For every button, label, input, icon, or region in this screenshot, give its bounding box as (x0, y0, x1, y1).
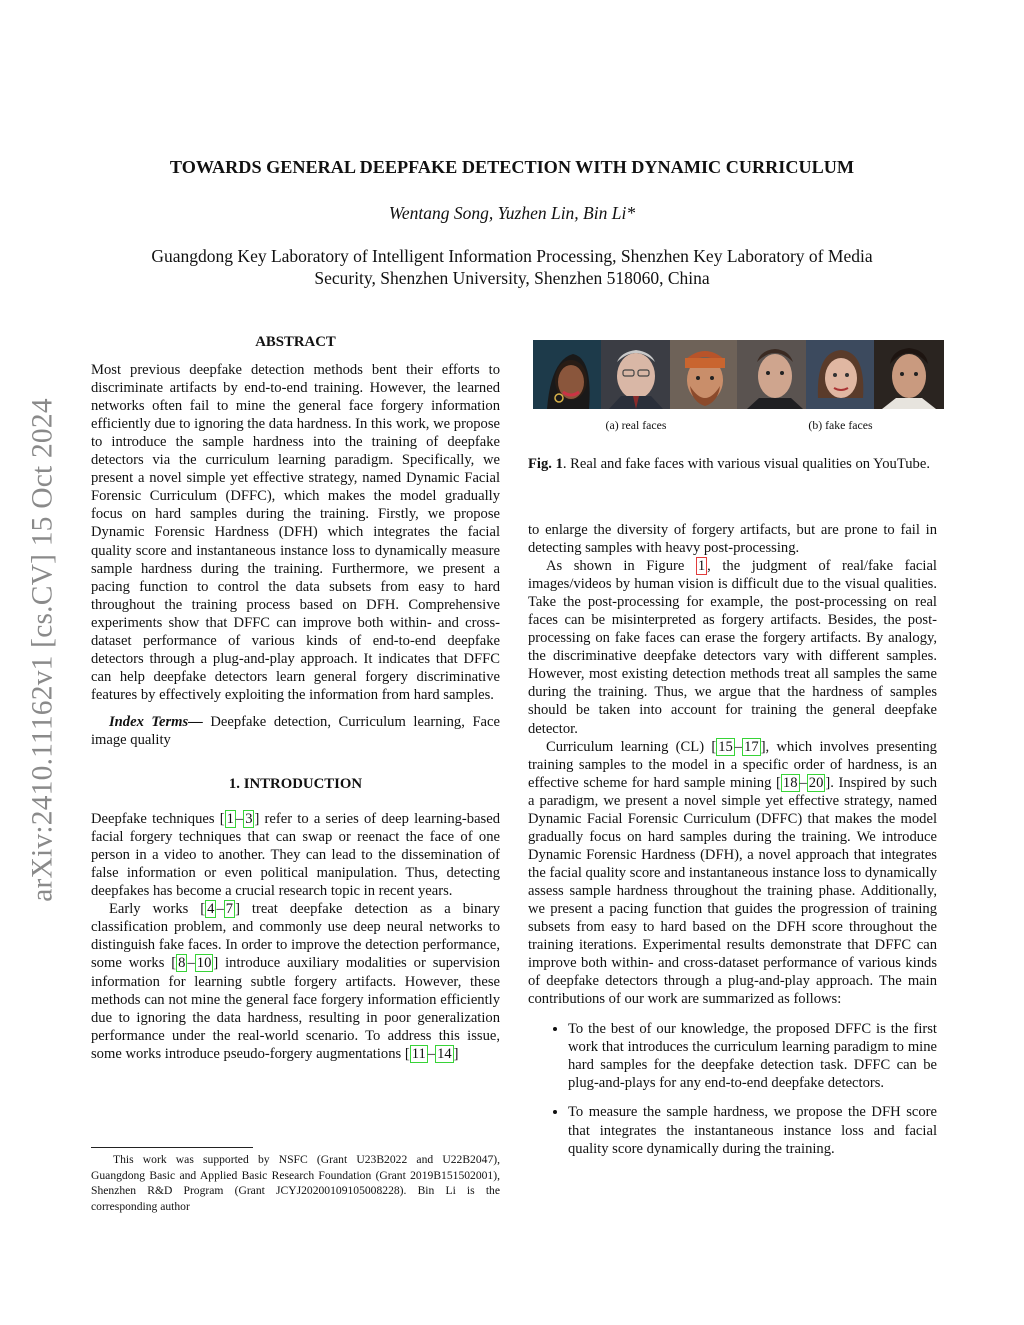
right-paragraph-3: Curriculum learning (CL) [ 15 – 17 ], which involves presenting training samples to the model in a specific order of hardness, is an effective scheme for hard sample mining [ 18 – 20 ]. Inspired by such a paradigm, we present a novel simple yet effective strategy, named Dynamic Facial Forensic Curriculum (DFFC) that makes the model gradually focus on hard samples during the training. We introduce Dynamic Forensic Hardness (DFH), a novel approach that integrates the facial quality score and instantaneous instance loss to dynamically assess sample hardness throughout the training phase. Additionally, we present a pacing function that guides the progression of training subsets from easy to hard based on the DFH score throughout the training iterations. Experimental results demonstrate that DFFC can improve both within- and cross-dataset performance of various kinds of deepfake detectors through a plug-and-play approach. The main contributions of our work are summarized as follows: (528, 738, 937, 1008)
abstract-heading: ABSTRACT (255, 334, 336, 350)
contributions-list (528, 1020, 937, 1157)
contribution-item: • To measure the sample hardness, we propose the DFH score that integrates the instantaneous instance loss and facial quality score dynamically during the training. (568, 1103, 937, 1157)
fake-face-image-2 (806, 340, 875, 409)
real-face-image-1 (533, 340, 602, 409)
citation-link[interactable]: 10 (196, 955, 212, 972)
abstract-text: Most previous deepfake detection methods bent their efforts to discriminate artifacts by end-to-end training. However, the learned networks often fail to mine the general face forgery information efficiently due to ignoring the data hardness. In this work, we propose to introduce the sample hardness into the training of deepfake detectors via the curriculum learning paradigm. Specifically, we present a novel simple yet effective strategy, named Dynamic Facial Forensic Curriculum (DFFC), which makes the model gradually focus on hard samples during the training. Firstly, we propose Dynamic Forensic Hardness (DFH) which integrates the facial quality score and instantaneous instance loss to dynamically measure sample hardness during the training. Furthermore, we present a pacing function to control the data subsets from easy to hard throughout the training process based on DFH. Comprehensive experiments show that DFFC can improve both within- and cross-dataset performance of various kinds of end-to-end deepfake detectors through a plug-and-play approach. It indicates that DFFC can help deepfake detectors learn general forgery discriminative features by effectively exploiting the information from hard samples. (91, 362, 500, 703)
right-column (528, 521, 937, 1169)
citation-link[interactable]: 11 (411, 1045, 426, 1062)
affiliation: Guangdong Key Laboratory of Intelligent Information Processing, Shenzhen Key Laboratory of Media Security, Shenzhen University, Shenzhen 518060, China (151, 246, 873, 288)
citation-link[interactable]: 18 (782, 774, 798, 791)
paper-title: TOWARDS GENERAL DEEPFAKE DETECTION WITH DYNAMIC CURRICULUM (169, 157, 855, 177)
citation-link[interactable]: 7 (225, 901, 234, 918)
fake-face-image-1 (737, 340, 807, 409)
citation-link[interactable]: 8 (178, 955, 186, 972)
authors: Wentang Song, Yuzhen Lin, Bin Li* (388, 203, 636, 223)
index-terms-text: Deepfake detection, Curriculum learning, Face image quality (91, 713, 500, 748)
index-terms (91, 713, 500, 749)
arxiv-id: arXiv:2410.11162v1 [cs.CV] 15 Oct 2024 (26, 398, 59, 902)
intro-heading: 1. INTRODUCTION (228, 776, 363, 793)
contribution-item: • To the best of our knowledge, the proposed DFFC is the first work that introduces the curriculum learning paradigm to mine hard samples for the deepfake detection task. DFFC can be plug-and-plays for any end-to-end deepfake detectors. (568, 1020, 937, 1092)
left-column (91, 333, 500, 1063)
figure-caption (528, 455, 937, 474)
footnote (91, 1147, 500, 1214)
citation-link[interactable]: 15 (718, 738, 733, 755)
citation-link[interactable]: 14 (437, 1045, 452, 1062)
citation-link[interactable]: 17 (744, 738, 759, 755)
arxiv-stamp (18, 355, 68, 945)
index-terms-label: Index Terms— (109, 713, 203, 730)
subcaption-fake: (b) fake faces (808, 418, 873, 432)
intro-paragraph-1: Deepfake techniques [ 1 – 3 ] refer to a series of deep learning-based facial forgery techniques that can swap or reenact the face of one person in a video to another. They can lead to the dissemination of false information or even political manipulation. Thus, detecting deepfakes has become a crucial research topic in recent years. (91, 811, 500, 900)
intro-paragraph-2: Early works [ 4 – 7 ] treat deepfake detection as a binary classification problem, and commonly use deep neural networks to distinguish fake faces. In order to improve the detection performance, some works [ 8 – 10 ] introduce auxiliary modalities or supervision information for learning subtle forgery artifacts. However, these methods can not mine the general face forgery information efficiently due to ignoring the data hardness, resulting in poor generalization performance under the real-world scenario. To address this issue, some works introduce pseudo-forgery augmentations [ 11 – 14 ] (91, 901, 501, 1062)
citation-link[interactable]: 3 (245, 811, 253, 828)
footnote-text: This work was supported by NSFC (Grant U23B2022 and U22B2047), Guangdong Basic and Applied Basic Research Foundation (Grant 2019B151502001), Shenzhen R&D Program (Grant JCYJ20200109105008228). Bin Li is the corresponding author (91, 1153, 500, 1213)
citation-link[interactable]: 20 (808, 774, 824, 791)
real-face-image-3 (670, 340, 739, 409)
footnote-rule (91, 1147, 253, 1148)
citation-link[interactable]: 1 (226, 811, 234, 828)
right-paragraph-1: to enlarge the diversity of forgery artifacts, but are prone to fail in detecting samples with heavy post-processing. (528, 522, 937, 557)
subcaption-real: (a) real faces (605, 418, 667, 432)
right-paragraph-2: As shown in Figure 1 , the judgment of real/fake facial images/videos by human vision is difficult due to the visual qualities. Take the post-processing for example, the post-processing on real faces can be misinterpreted as forgery artifacts. Besides, the post-processing on fake faces can erase the forgery artifacts. By analogy, the discriminative deepfake detectors vary with different samples. However, most existing detection methods treat all samples the same during the training. Thus, we argue that the hardness of samples should be taken into account for training the general deepfake detector. (528, 558, 937, 737)
figure-caption-text: . Real and fake faces with various visual qualities on YouTube. (562, 456, 930, 472)
figure-link[interactable]: 1 (697, 558, 706, 575)
fake-face-image-3 (874, 340, 944, 409)
figure-label: Fig. 1 (528, 456, 563, 472)
citation-link[interactable]: 4 (207, 901, 215, 918)
real-face-image-2 (601, 340, 671, 409)
